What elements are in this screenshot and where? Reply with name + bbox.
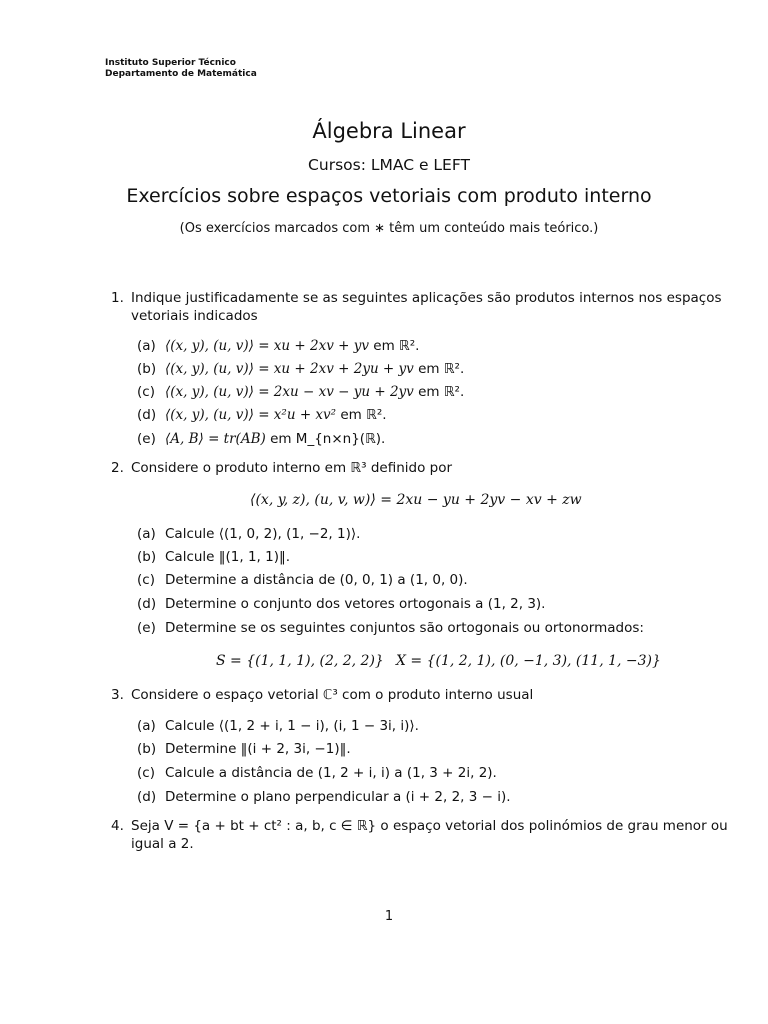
- ex3-item-c: Calcule a distância de (1, 2 + i, i) a (1, 3 + 2i, 2).: [165, 765, 497, 781]
- ex1-item-e-label: (e): [137, 431, 156, 447]
- document-title: Álgebra Linear: [312, 119, 466, 143]
- ex1-item-e-tail: em M_{n×n}(ℝ).: [270, 431, 386, 447]
- ex2-item-e-label: (e): [137, 620, 156, 636]
- department-name: Departamento de Matemática: [105, 69, 257, 79]
- ex1-item-d-math: ⟨(x, y), (u, v)⟩ = x²u + xv²: [165, 407, 337, 423]
- ex1-item-c-label: (c): [137, 384, 155, 400]
- ex2-item-b: Calcule ‖(1, 1, 1)‖.: [165, 549, 291, 565]
- ex1-item-a-math: ⟨(x, y), (u, v)⟩ = xu + 2xv + yv: [165, 338, 369, 354]
- exercise-sheet-heading: Exercícios sobre espaços vetoriais com produto interno: [126, 185, 652, 207]
- page-number: 1: [384, 909, 394, 924]
- ex1-item-d-label: (d): [137, 407, 157, 423]
- ex1-item-b-math: ⟨(x, y), (u, v)⟩ = xu + 2xv + 2yu + yv: [165, 361, 414, 377]
- ex1-item-b: [165, 361, 464, 377]
- theory-note: (Os exercícios marcados com ∗ têm um conteúdo mais teórico.): [179, 221, 599, 236]
- set-s-definition: S = {(1, 1, 1), (2, 2, 2)}: [216, 653, 384, 669]
- ex3-item-c-label: (c): [137, 765, 155, 781]
- ex1-item-a: [165, 338, 419, 354]
- ex1-item-c: [165, 384, 464, 400]
- ex2-item-c-label: (c): [137, 572, 155, 588]
- ex1-item-d: [165, 407, 387, 423]
- ex2-item-d-label: (d): [137, 596, 157, 612]
- ex3-item-a: Calcule ⟨(1, 2 + i, 1 − i), (i, 1 − 3i, i)⟩.: [165, 718, 419, 734]
- ex3-item-b-label: (b): [137, 741, 157, 757]
- ex2-item-d: Determine o conjunto dos vetores ortogonais a (1, 2, 3).: [165, 596, 546, 612]
- ex3-item-b: Determine ‖(i + 2, 3i, −1)‖.: [165, 741, 351, 757]
- ex1-item-e-math: ⟨A, B⟩ = tr(AB): [165, 431, 266, 447]
- ex2-inner-product-definition: ⟨(x, y, z), (u, v, w)⟩ = 2xu − yu + 2yv − xv + zw: [250, 492, 582, 508]
- ex1-item-a-tail: em ℝ².: [373, 338, 420, 354]
- ex2-item-a-label: (a): [137, 526, 156, 542]
- ex3-item-a-label: (a): [137, 718, 156, 734]
- ex1-item-c-math: ⟨(x, y), (u, v)⟩ = 2xu − xv − yu + 2yv: [165, 384, 414, 400]
- ex2-item-a: Calcule ⟨(1, 0, 2), (1, −2, 1)⟩.: [165, 526, 361, 542]
- exercise-1-number: 1.: [111, 290, 124, 306]
- exercise-2-number: 2.: [111, 460, 124, 476]
- exercise-2-text: Considere o produto interno em ℝ³ definido por: [131, 460, 453, 476]
- ex3-item-d-label: (d): [137, 789, 157, 805]
- ex1-item-b-tail: em ℝ².: [418, 361, 465, 377]
- ex1-item-e: [165, 431, 385, 447]
- ex2-item-e: Determine se os seguintes conjuntos são ortogonais ou ortonormados:: [165, 620, 644, 636]
- ex3-item-d: Determine o plano perpendicular a (i + 2, 2, 3 − i).: [165, 789, 511, 805]
- exercise-4-text-line1: Seja V = {a + bt + ct² : a, b, c ∈ ℝ} o espaço vetorial dos polinómios de grau menor ou: [131, 818, 728, 834]
- exercise-1-text-line1: Indique justificadamente se as seguintes aplicações são produtos internos nos espaços: [131, 290, 722, 306]
- exercise-3-number: 3.: [111, 687, 124, 703]
- courses-line: Cursos: LMAC e LEFT: [308, 156, 470, 174]
- ex2-item-b-label: (b): [137, 549, 157, 565]
- ex1-item-c-tail: em ℝ².: [418, 384, 465, 400]
- ex2-item-c: Determine a distância de (0, 0, 1) a (1, 0, 0).: [165, 572, 468, 588]
- ex1-item-b-label: (b): [137, 361, 157, 377]
- exercise-4-text-line2: igual a 2.: [131, 836, 194, 852]
- ex1-item-d-tail: em ℝ².: [340, 407, 387, 423]
- exercise-1-text-line2: vetoriais indicados: [131, 308, 258, 324]
- set-x-definition: X = {(1, 2, 1), (0, −1, 3), (11, 1, −3)}: [396, 653, 661, 669]
- ex1-item-a-label: (a): [137, 338, 156, 354]
- institution-name: Instituto Superior Técnico: [105, 58, 236, 68]
- exercise-3-text: Considere o espaço vetorial ℂ³ com o produto interno usual: [131, 687, 534, 703]
- exercise-4-number: 4.: [111, 818, 124, 834]
